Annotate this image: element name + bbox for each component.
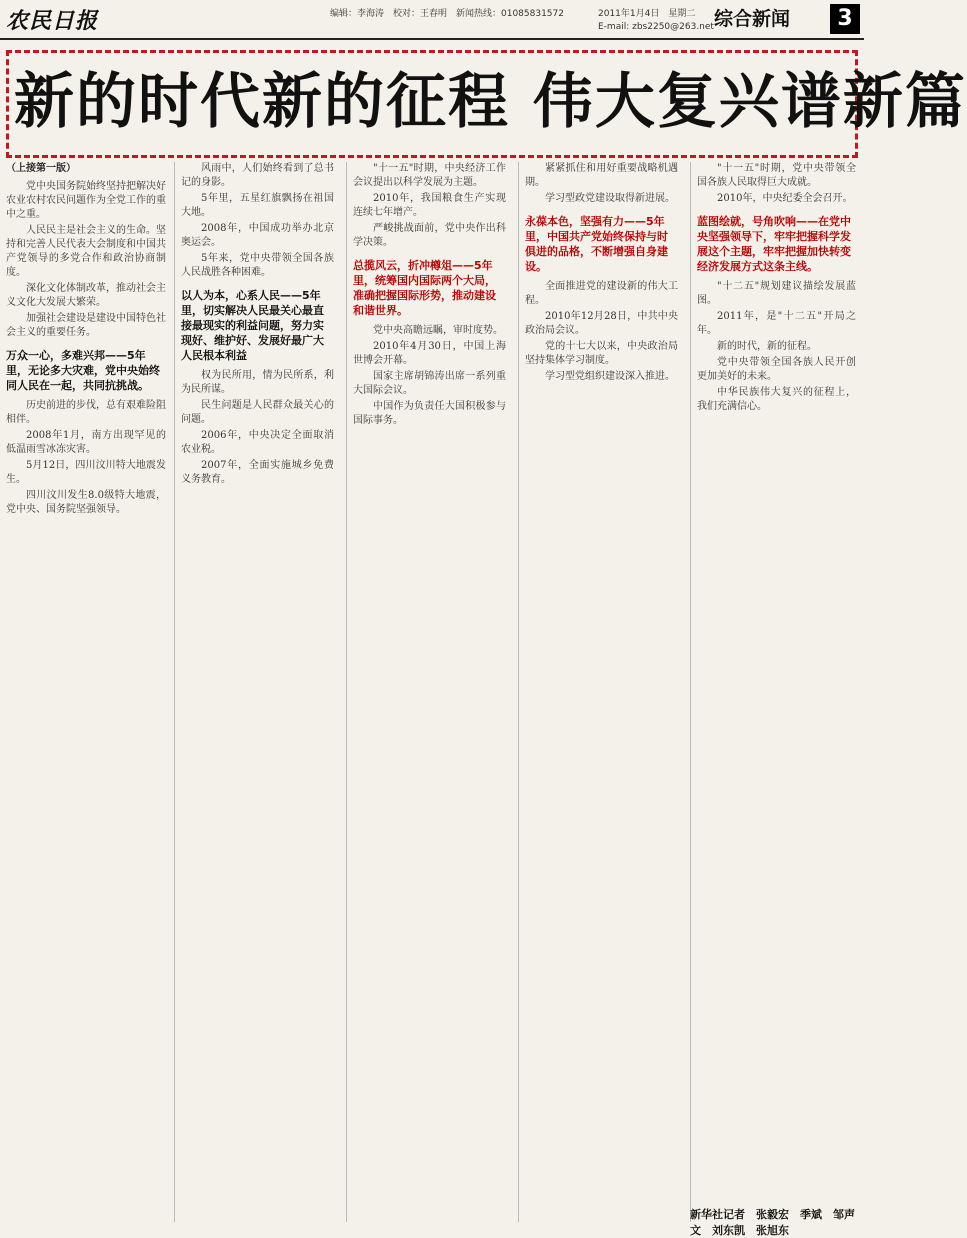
issue-date: 2011年1月4日 星期二 <box>598 9 696 19</box>
paragraph: 2010年4月30日，中国上海世博会开幕。 <box>353 341 506 366</box>
paragraph: 权为民所用，情为民所系，利为民所谋。 <box>181 370 334 395</box>
paragraph: 学习型政党建设取得新进展。 <box>545 193 675 204</box>
paragraph: "十一五"时期，中央经济工作会议提出以科学发展为主题。 <box>353 163 506 188</box>
article-body <box>6 162 858 1232</box>
paragraph: "十二五"规划建议描绘发展蓝图。 <box>697 281 856 306</box>
paragraph: 历史前进的步伐，总有艰难险阻相伴。 <box>6 400 166 425</box>
section-subhead: 永葆本色，坚强有力——5年里，中国共产党始终保持与时俱进的品格，不断增强自身建设。 <box>525 215 668 273</box>
newspaper-logo: 农民日报 <box>6 8 99 34</box>
paragraph: 中国作为负责任大国积极参与国际事务。 <box>353 401 506 426</box>
section-subhead: 蓝图绘就，号角吹响——在党中央坚强领导下，牢牢把握科学发展这个主题，牢牢把握加快转变经济发展方式这条主线。 <box>697 215 851 273</box>
column-3 <box>346 162 506 1222</box>
paragraph: 2008年1月，南方出现罕见的低温雨雪冰冻灾害。 <box>6 430 166 455</box>
article-byline: 新华社记者 张毅宏 季斌 邹声文 刘东凯 张旭东 <box>690 1208 855 1237</box>
section-subhead: 总揽风云，折冲樽俎——5年里，统筹国内国际两个大局，准确把握国际形势，推动建设和谐世界。 <box>353 259 496 317</box>
paragraph: 人民民主是社会主义的生命。坚持和完善人民代表大会制度和中国共产党领导的多党合作和政治协商制度。 <box>6 225 166 278</box>
paragraph: 党中央带领全国各族人民开创更加美好的未来。 <box>697 357 856 382</box>
paragraph: 2006年，中央决定全面取消农业税。 <box>181 430 334 455</box>
column-5 <box>690 162 856 1222</box>
paragraph: 2010年，中央纪委全会召开。 <box>717 193 853 204</box>
paragraph: 深化文化体制改革，推动社会主义文化大发展大繁荣。 <box>6 283 166 308</box>
paragraph: "十一五"时期，党中央带领全国各族人民取得巨大成就。 <box>697 163 856 188</box>
continuation-note: （上接第一版） <box>6 163 76 174</box>
paragraph: 2008年，中国成功举办北京奥运会。 <box>181 223 334 248</box>
paragraph: 加强社会建设是建设中国特色社会主义的重要任务。 <box>6 313 166 338</box>
paragraph: 新的时代，新的征程。 <box>717 341 817 352</box>
paragraph: 严峻挑战面前，党中央作出科学决策。 <box>353 223 506 248</box>
email-line: E-mail: zbs2250@263.net <box>598 22 714 32</box>
paragraph: 全面推进党的建设新的伟大工程。 <box>525 281 678 306</box>
paragraph: 5年来，党中央带领全国各族人民战胜各种困难。 <box>181 253 334 278</box>
section-header <box>714 4 860 34</box>
paragraph: 2011年，是"十二五"开局之年。 <box>697 311 856 336</box>
paragraph: 国家主席胡锦涛出席一系列重大国际会议。 <box>353 371 506 396</box>
paragraph: 紧紧抓住和用好重要战略机遇期。 <box>525 163 678 188</box>
paragraph: 学习型党组织建设深入推进。 <box>545 371 675 382</box>
column-4 <box>518 162 678 1222</box>
section-name: 综合新闻 <box>714 8 791 30</box>
column-2 <box>174 162 334 1222</box>
paragraph: 党中央高瞻远瞩，审时度势。 <box>373 325 503 336</box>
paragraph: 5月12日，四川汶川特大地震发生。 <box>6 460 166 485</box>
paragraph: 2010年12月28日，中共中央政治局会议。 <box>525 311 678 336</box>
paragraph: 四川汶川发生8.0级特大地震，党中央、国务院坚强领导。 <box>6 490 166 515</box>
paragraph: 党的十七大以来，中央政治局坚持集体学习制度。 <box>525 341 678 366</box>
paragraph: 5年里，五星红旗飘扬在祖国大地。 <box>181 193 334 218</box>
paragraph: 风雨中，人们始终看到了总书记的身影。 <box>181 163 334 188</box>
paragraph: 2007年，全面实施城乡免费义务教育。 <box>181 460 334 485</box>
editor-line: 编辑：李海涛 校对：王春明 新闻热线：01085831572 <box>330 9 564 19</box>
masthead <box>0 0 864 40</box>
main-headline: 新的时代新的征程 伟大复兴谱新篇 <box>14 67 967 137</box>
column-1 <box>6 162 166 1222</box>
paragraph: 党中央国务院始终坚持把解决好农业农村农民问题作为全党工作的重中之重。 <box>6 181 166 220</box>
paragraph: 2010年，我国粮食生产实现连续七年增产。 <box>353 193 506 218</box>
section-subhead: 以人为本，心系人民——5年里，切实解决人民最关心最直接最现实的利益问题，努力实现好、维护好、发展好最广大人民根本利益 <box>181 289 324 362</box>
paragraph: 中华民族伟大复兴的征程上，我们充满信心。 <box>697 387 856 412</box>
section-subhead: 万众一心，多难兴邦——5年里，无论多大灾难，党中央始终同人民在一起，共同抗挑战。 <box>6 349 160 392</box>
page-number: 3 <box>830 4 860 34</box>
paragraph: 民生问题是人民群众最关心的问题。 <box>181 400 334 425</box>
